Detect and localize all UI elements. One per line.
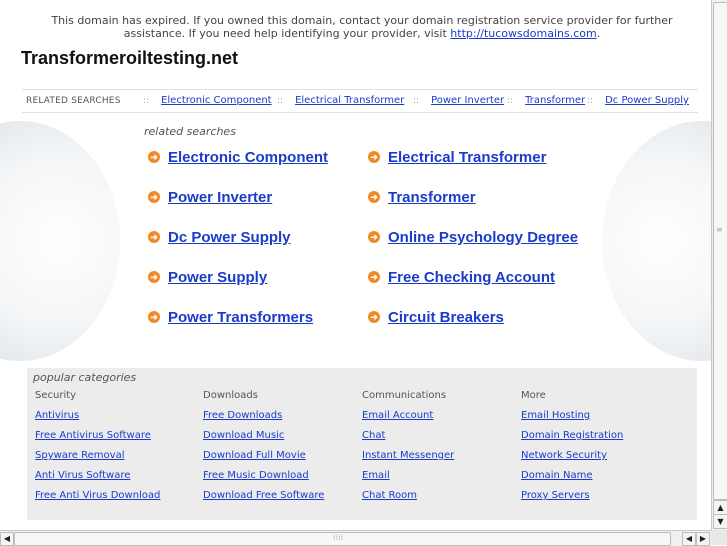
category-link[interactable]: Email [362, 470, 390, 481]
related-bar-item [587, 90, 689, 112]
related-search-link-electronic-component[interactable]: Electronic Component [168, 149, 329, 166]
separator: :: [277, 96, 284, 106]
related-bar-link-electrical-transformer[interactable]: Electrical Transformer [295, 95, 405, 106]
left-decorative-arc [0, 121, 120, 361]
related-bar-item [277, 90, 404, 112]
category-link[interactable]: Spyware Removal [35, 450, 125, 461]
popular-categories-heading: popular categories [33, 371, 137, 384]
related-bar-link-transformer[interactable]: Transformer [525, 95, 586, 106]
related-search-link-circuit-breakers[interactable]: Circuit Breakers [388, 309, 504, 326]
category-title: Security [35, 390, 77, 401]
related-bar-link-electronic-component[interactable]: Electronic Component [161, 95, 272, 106]
category-link[interactable]: Network Security [521, 450, 607, 461]
related-search-item [368, 228, 578, 248]
expired-notice [22, 14, 702, 40]
category-column-more [521, 389, 623, 509]
arrow-icon: ➜ [148, 231, 160, 243]
separator: :: [413, 96, 420, 106]
category-title: Communications [362, 390, 447, 401]
related-search-link-free-checking-account[interactable]: Free Checking Account [388, 269, 555, 286]
related-search-item [368, 308, 504, 328]
category-link[interactable]: Free Anti Virus Download [35, 490, 161, 501]
scroll-left-button-2[interactable]: ◀ [682, 532, 696, 546]
scroll-left-button[interactable]: ◀ [0, 532, 14, 546]
category-link[interactable]: Download Full Movie [203, 450, 306, 461]
horizontal-scrollbar[interactable] [0, 530, 711, 546]
related-search-link-power-transformers[interactable]: Power Transformers [168, 309, 314, 326]
category-link[interactable]: Chat [362, 430, 386, 441]
related-searches-heading: related searches [144, 125, 236, 138]
category-link[interactable]: Free Downloads [203, 410, 283, 421]
related-search-item [148, 228, 291, 248]
category-column-security [35, 389, 160, 509]
category-link[interactable]: Email Hosting [521, 410, 591, 421]
notice-end: . [596, 27, 601, 40]
related-bar-item [143, 90, 272, 112]
related-search-item [368, 188, 476, 208]
related-searches-label: RELATED SEARCHES [26, 96, 121, 106]
vertical-scrollbar[interactable] [711, 0, 727, 530]
scrollbar-corner [711, 530, 727, 545]
category-link[interactable]: Instant Messenger [362, 450, 455, 461]
category-link[interactable]: Email Account [362, 410, 434, 421]
arrow-icon: ➜ [368, 151, 380, 163]
related-search-item [368, 148, 546, 168]
arrow-icon: ➜ [148, 151, 160, 163]
right-decorative-arc [602, 121, 727, 361]
arrow-icon: ➜ [148, 271, 160, 283]
category-link[interactable]: Domain Name [521, 470, 593, 481]
arrow-icon: ➜ [148, 311, 160, 323]
related-bar-link-power-inverter[interactable]: Power Inverter [431, 95, 505, 106]
scroll-down-button[interactable]: ▼ [713, 514, 727, 529]
arrow-icon: ➜ [368, 271, 380, 283]
related-bar-item [413, 90, 504, 112]
arrow-icon: ➜ [368, 191, 380, 203]
related-searches-bar [22, 89, 698, 113]
category-link[interactable]: Free Antivirus Software [35, 430, 151, 441]
related-search-link-online-psychology-degree[interactable]: Online Psychology Degree [388, 229, 579, 246]
scroll-up-button[interactable]: ▲ [713, 500, 727, 515]
category-link[interactable]: Free Music Download [203, 470, 309, 481]
related-search-item [148, 268, 267, 288]
popular-categories-panel [27, 368, 697, 520]
related-search-item [148, 148, 328, 168]
related-bar-item [507, 90, 585, 112]
related-search-link-power-supply[interactable]: Power Supply [168, 269, 268, 286]
related-bar-link-dc-power-supply[interactable]: Dc Power Supply [605, 95, 689, 106]
grip-icon: ⁞⁞⁞⁞ [333, 533, 344, 542]
vertical-scroll-thumb[interactable] [713, 2, 727, 500]
related-search-link-dc-power-supply[interactable]: Dc Power Supply [168, 229, 291, 246]
arrow-icon: ➜ [368, 311, 380, 323]
related-search-link-power-inverter[interactable]: Power Inverter [168, 189, 273, 206]
horizontal-scroll-thumb[interactable] [14, 532, 671, 546]
category-title: More [521, 390, 546, 401]
category-link[interactable]: Anti Virus Software [35, 470, 131, 481]
category-link[interactable]: Domain Registration [521, 430, 624, 441]
arrow-icon: ➜ [368, 231, 380, 243]
category-link[interactable]: Antivirus [35, 410, 80, 421]
category-link[interactable]: Proxy Servers [521, 490, 590, 501]
scroll-right-button[interactable]: ▶ [696, 532, 710, 546]
separator: :: [587, 96, 594, 106]
related-search-link-transformer[interactable]: Transformer [388, 189, 476, 206]
related-search-item [148, 188, 272, 208]
separator: :: [143, 96, 150, 106]
related-search-item [368, 268, 555, 288]
grip-icon: ≡ [716, 225, 723, 234]
related-search-link-electrical-transformer[interactable]: Electrical Transformer [388, 149, 547, 166]
category-link[interactable]: Download Music [203, 430, 285, 441]
category-link[interactable]: Download Free Software [203, 490, 325, 501]
category-title: Downloads [203, 390, 258, 401]
category-link[interactable]: Chat Room [362, 490, 418, 501]
separator: :: [507, 96, 514, 106]
category-column-communications [362, 389, 454, 509]
related-search-item [148, 308, 313, 328]
domain-title: Transformeroiltesting.net [21, 48, 239, 68]
tucows-link[interactable]: http://tucowsdomains.com [450, 27, 597, 40]
expired-notice-text: This domain has expired. If you owned this domain, contact your domain registration service provider for further assistance. If you need help identifying your provider, visit [51, 14, 673, 40]
arrow-icon: ➜ [148, 191, 160, 203]
category-column-downloads [203, 389, 324, 509]
